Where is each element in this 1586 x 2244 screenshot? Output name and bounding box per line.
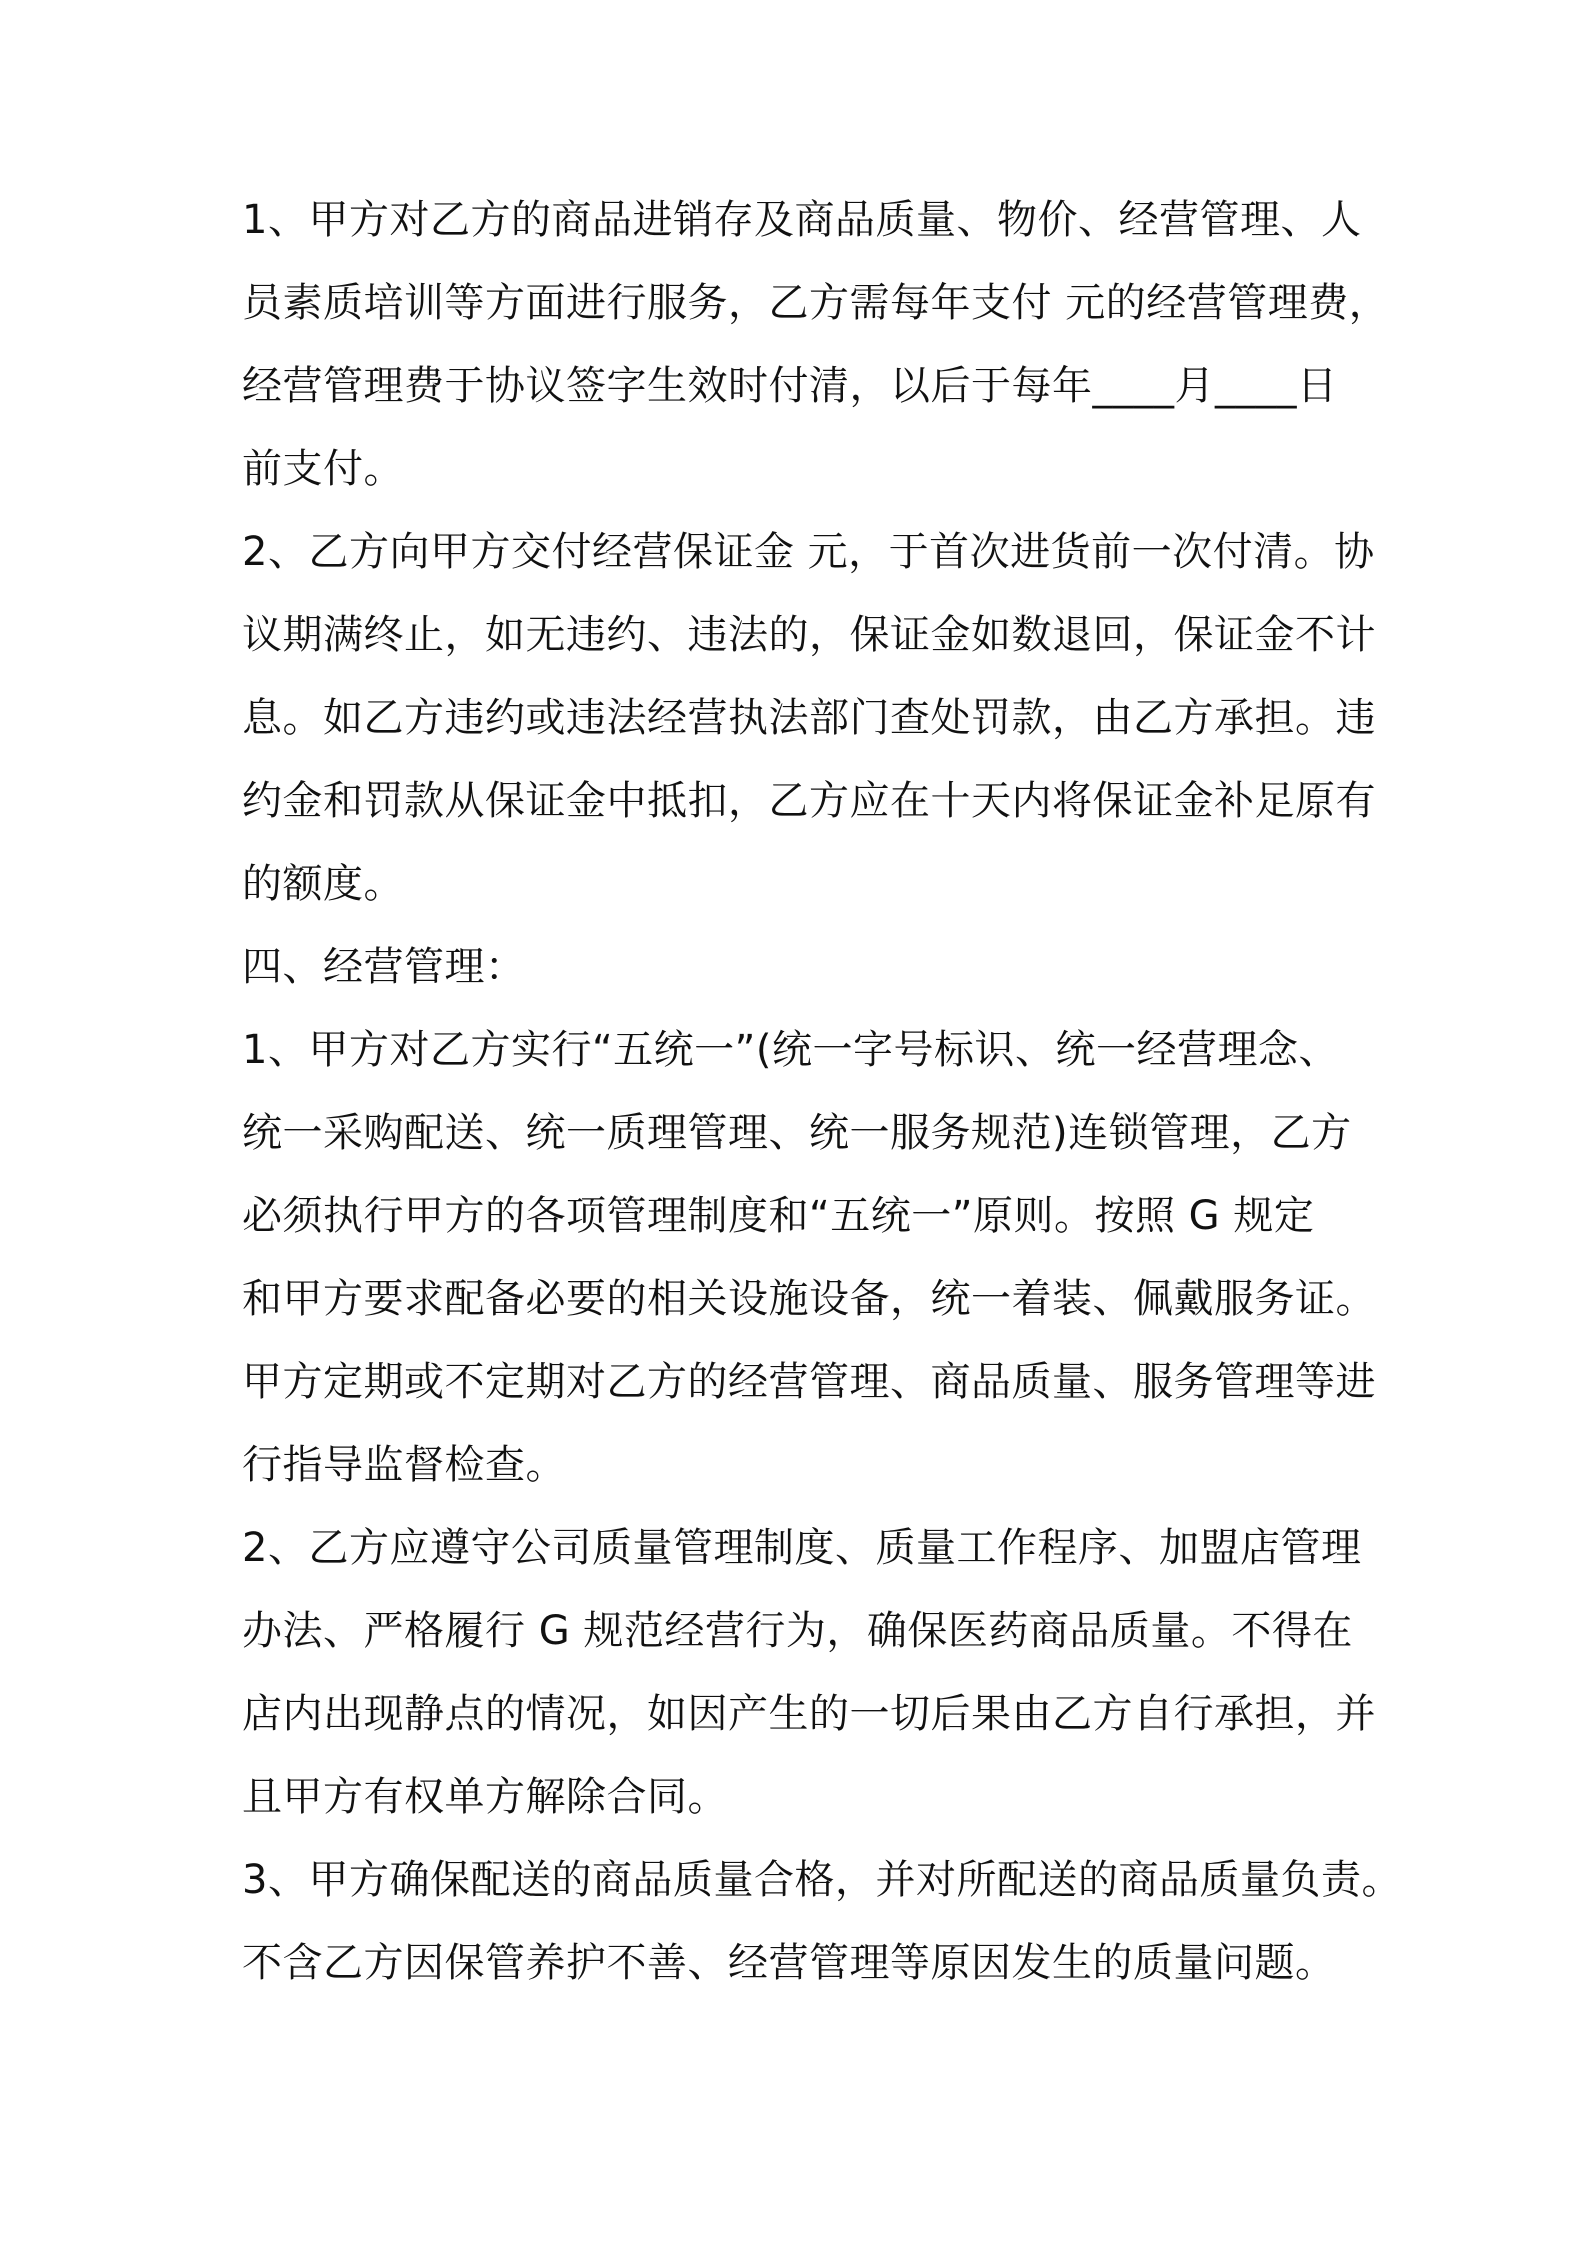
text-line: 2、乙方应遵守公司质量管理制度、质量工作程序、加盟店管理 [242, 1525, 1362, 1571]
text-line: 1、甲方对乙方实行“五统一”(统一字号标识、统一经营理念、 [242, 1027, 1339, 1073]
text-line: 2、乙方向甲方交付经营保证金 元，于首次进货前一次付清。协 [242, 529, 1375, 575]
text-line: 统一采购配送、统一质理管理、统一服务规范)连锁管理，乙方 [242, 1110, 1352, 1156]
text-line: 经营管理费于协议签字生效时付清，以后于每年____月____日 [242, 363, 1338, 409]
section-heading: 四、经营管理： [242, 944, 526, 990]
text-line: 议期满终止，如无违约、违法的，保证金如数退回，保证金不计 [242, 612, 1376, 658]
text-line: 行指导监督检查。 [242, 1442, 566, 1488]
text-line: 店内出现静点的情况，如因产生的一切后果由乙方自行承担，并 [242, 1691, 1376, 1737]
text-line: 息。如乙方违约或违法经营执法部门查处罚款，由乙方承担。违 [242, 695, 1376, 741]
text-line: 员素质培训等方面进行服务，乙方需每年支付 元的经营管理费， [242, 280, 1390, 326]
text-line: 1、甲方对乙方的商品进销存及商品质量、物价、经营管理、人 [242, 197, 1362, 243]
text-line: 办法、严格履行 G 规范经营行为，确保医药商品质量。不得在 [242, 1608, 1353, 1654]
text-line: 约金和罚款从保证金中抵扣，乙方应在十天内将保证金补足原有 [242, 778, 1376, 824]
text-line: 的额度。 [242, 861, 404, 907]
text-line: 和甲方要求配备必要的相关设施设备，统一着装、佩戴服务证。 [242, 1276, 1376, 1322]
text-line: 甲方定期或不定期对乙方的经营管理、商品质量、服务管理等进 [242, 1359, 1376, 1405]
text-line: 且甲方有权单方解除合同。 [242, 1774, 728, 1820]
text-line: 不含乙方因保管养护不善、经营管理等原因发生的质量问题。 [242, 1940, 1336, 1986]
text-line: 3、甲方确保配送的商品质量合格，并对所配送的商品质量负责。 [242, 1857, 1402, 1903]
text-line: 前支付。 [242, 446, 404, 492]
text-line: 必须执行甲方的各项管理制度和“五统一”原则。按照 G 规定 [242, 1193, 1315, 1239]
